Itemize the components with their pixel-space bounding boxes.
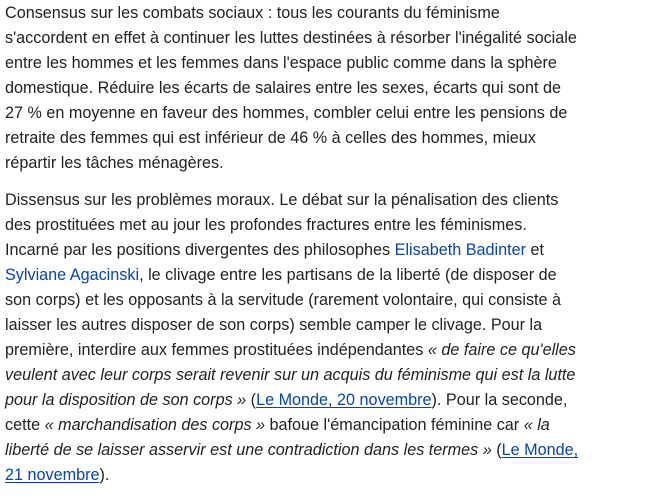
quote-text: liberté de se laisser asservir est une contradiction dans les termes » <box>5 441 492 459</box>
text-line: retraite des femmes qui est inférieur de 46 % à celles des hommes, mieux <box>5 129 536 147</box>
text-segment: ( <box>246 391 257 409</box>
text-segment: ). <box>99 466 110 484</box>
text-line: répartir les tâches ménagères. <box>5 154 224 172</box>
text-line <box>5 463 653 488</box>
quote-text: « marchandisation des corps » <box>44 416 266 434</box>
text-segment: bafoue l'émancipation féminine car <box>265 416 524 434</box>
link-le-monde-21-novembre[interactable]: Le Monde, <box>501 441 579 459</box>
paragraph-consensus <box>5 1 653 176</box>
text-segment: ( <box>491 441 502 459</box>
text-line <box>5 238 653 263</box>
text-line: son corps) et les opposants à la servitude (rarement volontaire, qui consiste à <box>5 291 562 309</box>
link-le-monde-21-novembre[interactable]: 21 novembre <box>5 466 100 484</box>
text-segment: Incarné par les positions divergentes des philosophes <box>5 241 395 259</box>
text-line: des prostituées met au jour les profondes fractures entre les féminismes. <box>5 216 527 234</box>
text-line <box>5 413 653 438</box>
text-line <box>5 438 653 463</box>
link-le-monde-20-novembre[interactable]: Le Monde, 20 novembre <box>256 391 432 409</box>
text-line: Dissensus sur les problèmes moraux. Le débat sur la pénalisation des clients <box>5 191 559 209</box>
text-line: domestique. Réduire les écarts de salaires entre les sexes, écarts qui sont de <box>5 79 562 97</box>
text-line: entre les hommes et les femmes dans l'espace public comme dans la sphère <box>5 54 557 72</box>
quote-text: pour la disposition de son corps » <box>5 391 247 409</box>
link-elisabeth-badinter[interactable]: Elisabeth Badinter <box>394 241 527 259</box>
text-line: Consensus sur les combats sociaux : tous les courants du féminisme <box>5 4 500 22</box>
quote-text: « la <box>523 416 550 434</box>
text-line: 27 % en moyenne en faveur des hommes, combler celui entre les pensions de <box>5 104 568 122</box>
text-line <box>5 263 653 288</box>
text-line <box>5 338 653 363</box>
paragraph-dissensus <box>5 188 653 488</box>
quote-text: veulent avec leur corps serait revenir sur un acquis du féminisme qui est la lutte <box>5 366 576 384</box>
text-segment: , le clivage entre les partisans de la liberté (de disposer de <box>139 266 557 284</box>
text-segment: ). Pour la seconde, <box>431 391 568 409</box>
text-line: laisser les autres disposer de son corps) semble camper le clivage. Pour la <box>5 316 543 334</box>
text-segment: première, interdire aux femmes prostituées indépendantes <box>5 341 428 359</box>
quote-text: « de faire ce qu'elles <box>427 341 576 359</box>
text-segment: et <box>526 241 545 259</box>
text-line <box>5 363 653 388</box>
text-line <box>5 388 653 413</box>
link-sylviane-agacinski[interactable]: Sylviane Agacinski <box>5 266 140 284</box>
text-line: s'accordent en effet à continuer les luttes destinées à résorber l'inégalité sociale <box>5 29 577 47</box>
text-segment: cette <box>5 416 45 434</box>
